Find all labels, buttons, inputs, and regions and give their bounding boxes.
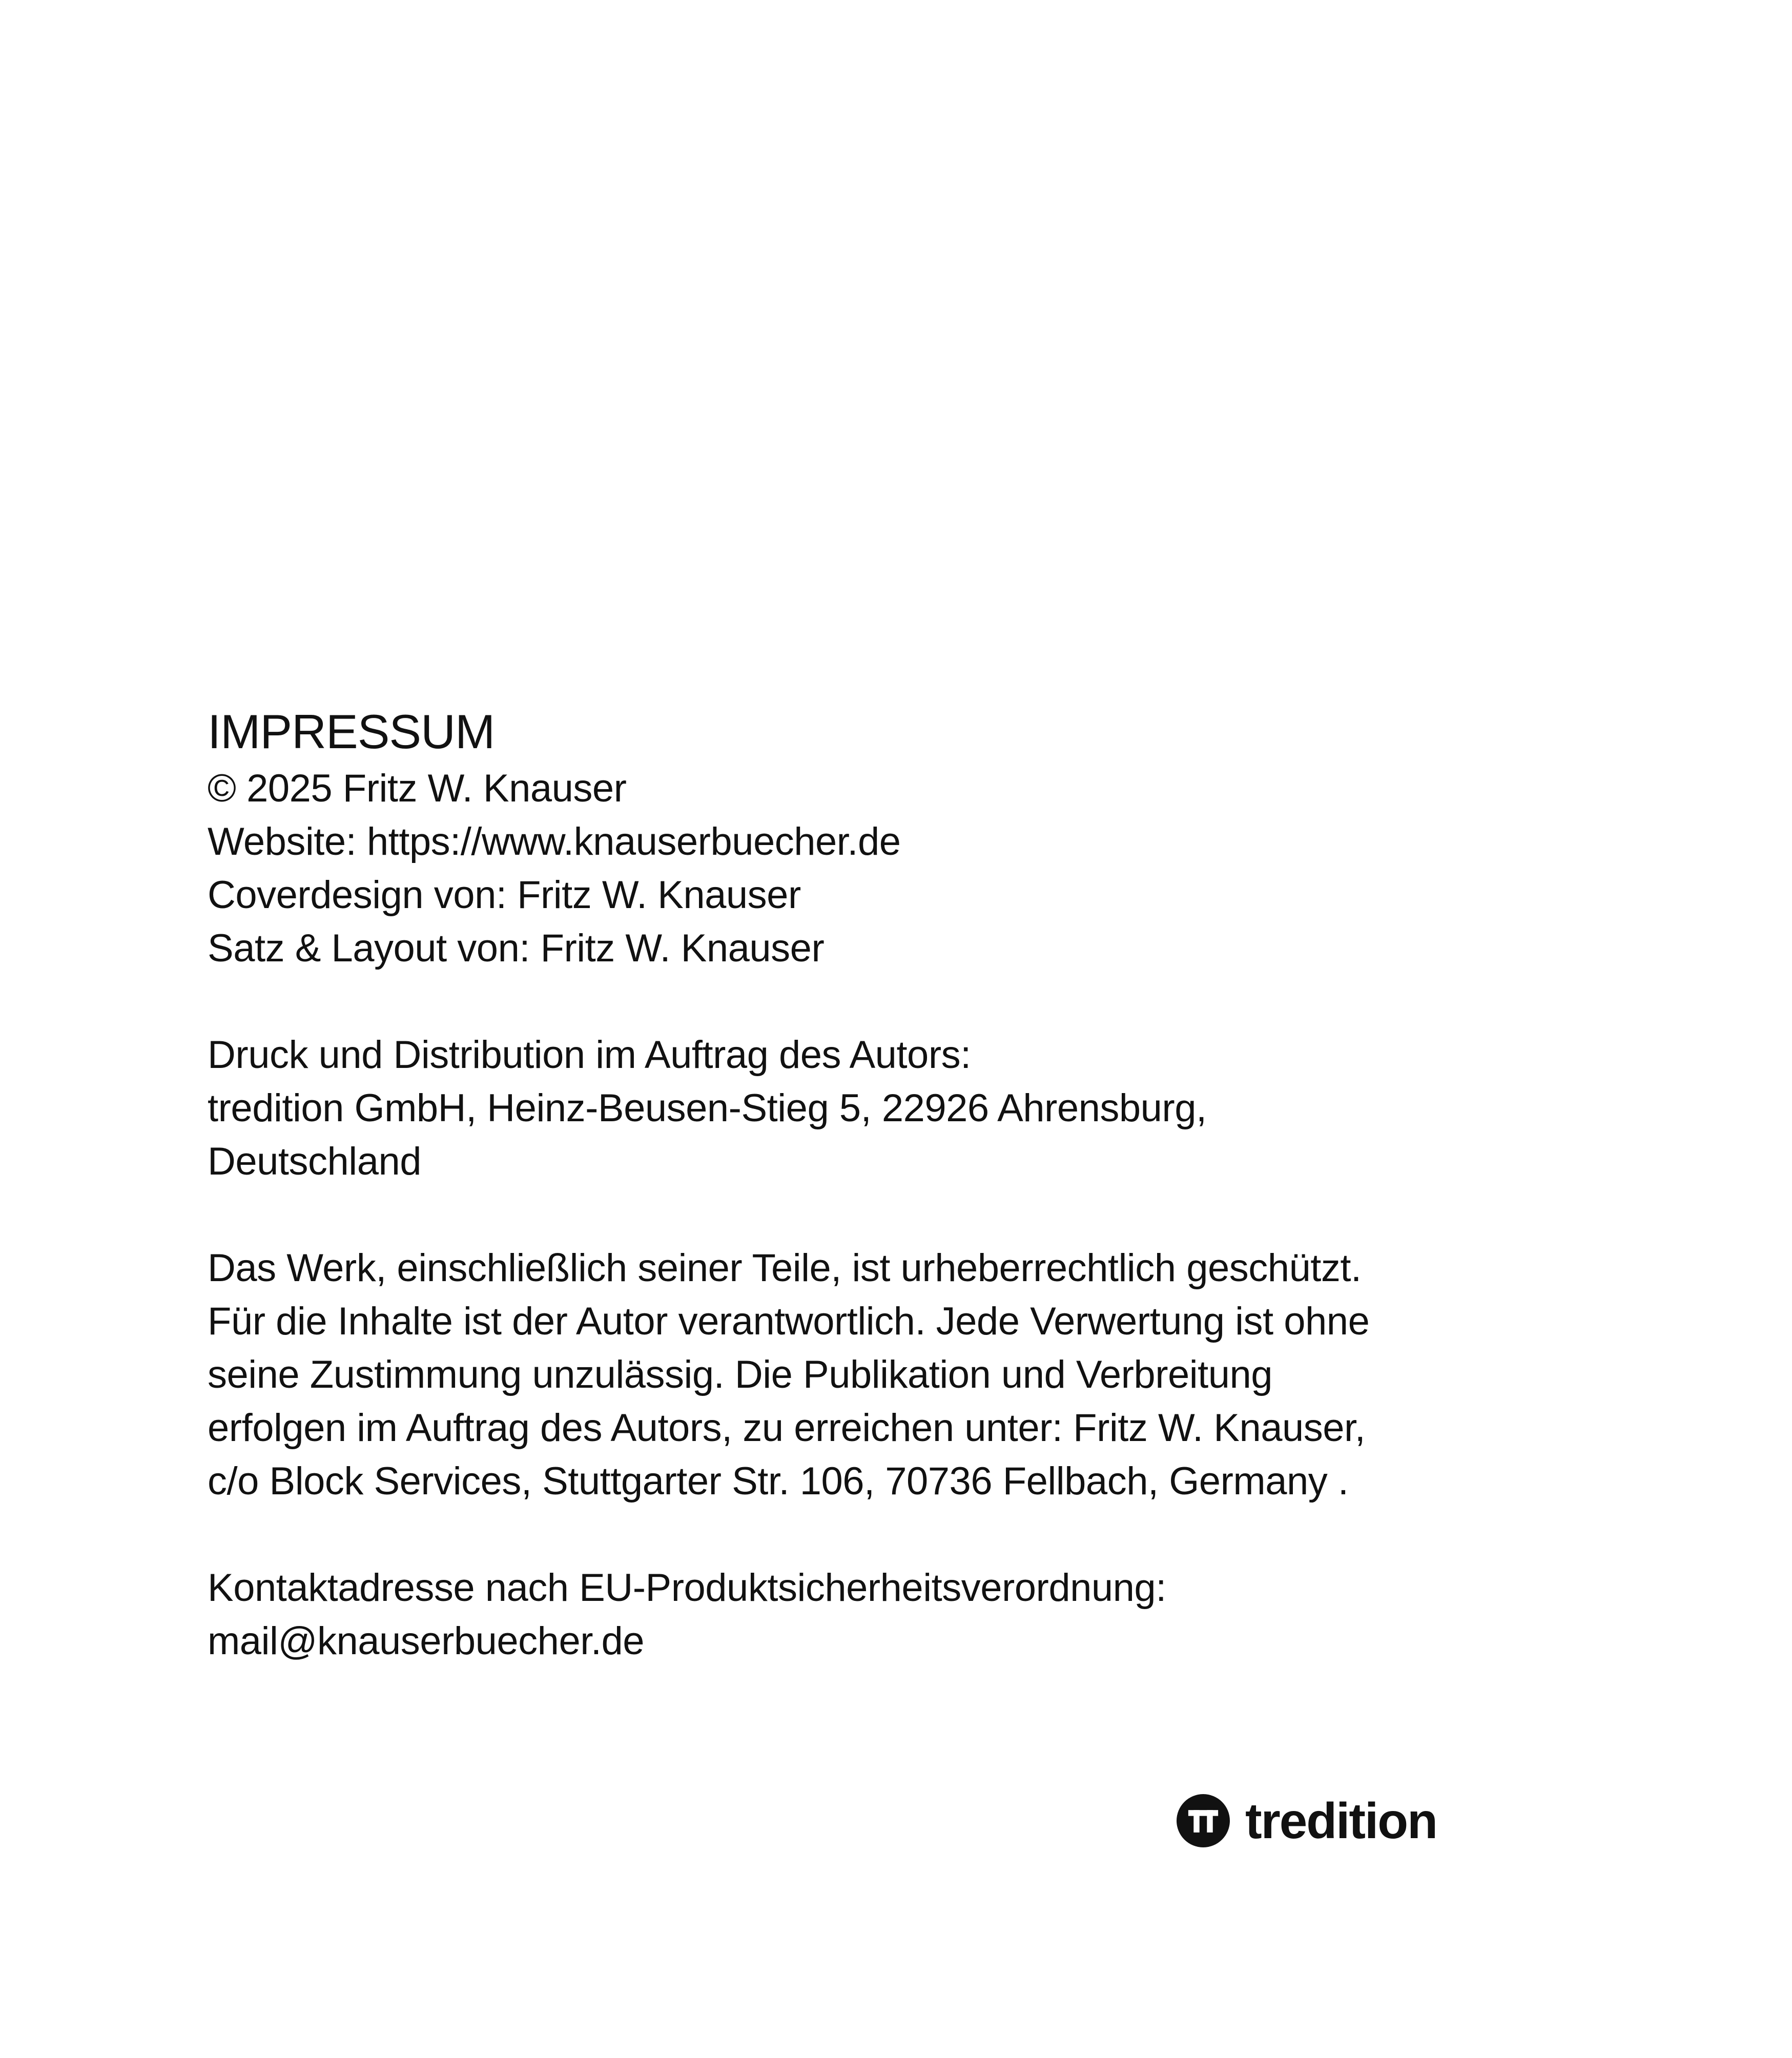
- distribution-line: Druck und Distribution im Auftrag des Autors:: [208, 1033, 971, 1077]
- spacer: [208, 975, 1489, 1028]
- legal-line: Das Werk, einschließlich seiner Teile, ist urheberrechtlich geschützt.: [208, 1246, 1362, 1290]
- distribution-block: [208, 1028, 1489, 1188]
- contact-block: [208, 1561, 1489, 1668]
- contact-email: mail@knauserbuecher.de: [208, 1619, 644, 1663]
- legal-line: seine Zustimmung unzulässig. Die Publikation und Verbreitung: [208, 1353, 1273, 1396]
- spacer: [208, 1188, 1489, 1242]
- distribution-line: Deutschland: [208, 1140, 421, 1183]
- contact-line: Kontaktadresse nach EU-Produktsicherheitsverordnung:: [208, 1566, 1166, 1610]
- publisher-wordmark: tredition: [1245, 1793, 1437, 1849]
- cover-design-line: Coverdesign von: Fritz W. Knauser: [208, 873, 801, 917]
- distribution-line: tredition GmbH, Heinz-Beusen-Stieg 5, 22926 Ahrensburg,: [208, 1086, 1207, 1130]
- legal-line: Für die Inhalte ist der Autor verantwortlich. Jede Verwertung ist ohne: [208, 1300, 1370, 1343]
- copyright-line: © 2025 Fritz W. Knauser: [208, 767, 627, 810]
- website-line: Website: https://www.knauserbuecher.de: [208, 820, 901, 863]
- publisher-logo: [1177, 1792, 1437, 1849]
- legal-line: c/o Block Services, Stuttgarter Str. 106, 70736 Fellbach, Germany .: [208, 1459, 1349, 1503]
- spacer: [208, 1508, 1489, 1561]
- imprint-content: [208, 704, 1489, 1668]
- credits-block: [208, 762, 1489, 975]
- imprint-heading: IMPRESSUM: [208, 705, 495, 758]
- legal-line: erfolgen im Auftrag des Autors, zu erreichen unter: Fritz W. Knauser,: [208, 1406, 1366, 1450]
- legal-notice-block: [208, 1242, 1489, 1508]
- layout-line: Satz & Layout von: Fritz W. Knauser: [208, 927, 825, 970]
- tredition-logo-icon: [1177, 1794, 1230, 1847]
